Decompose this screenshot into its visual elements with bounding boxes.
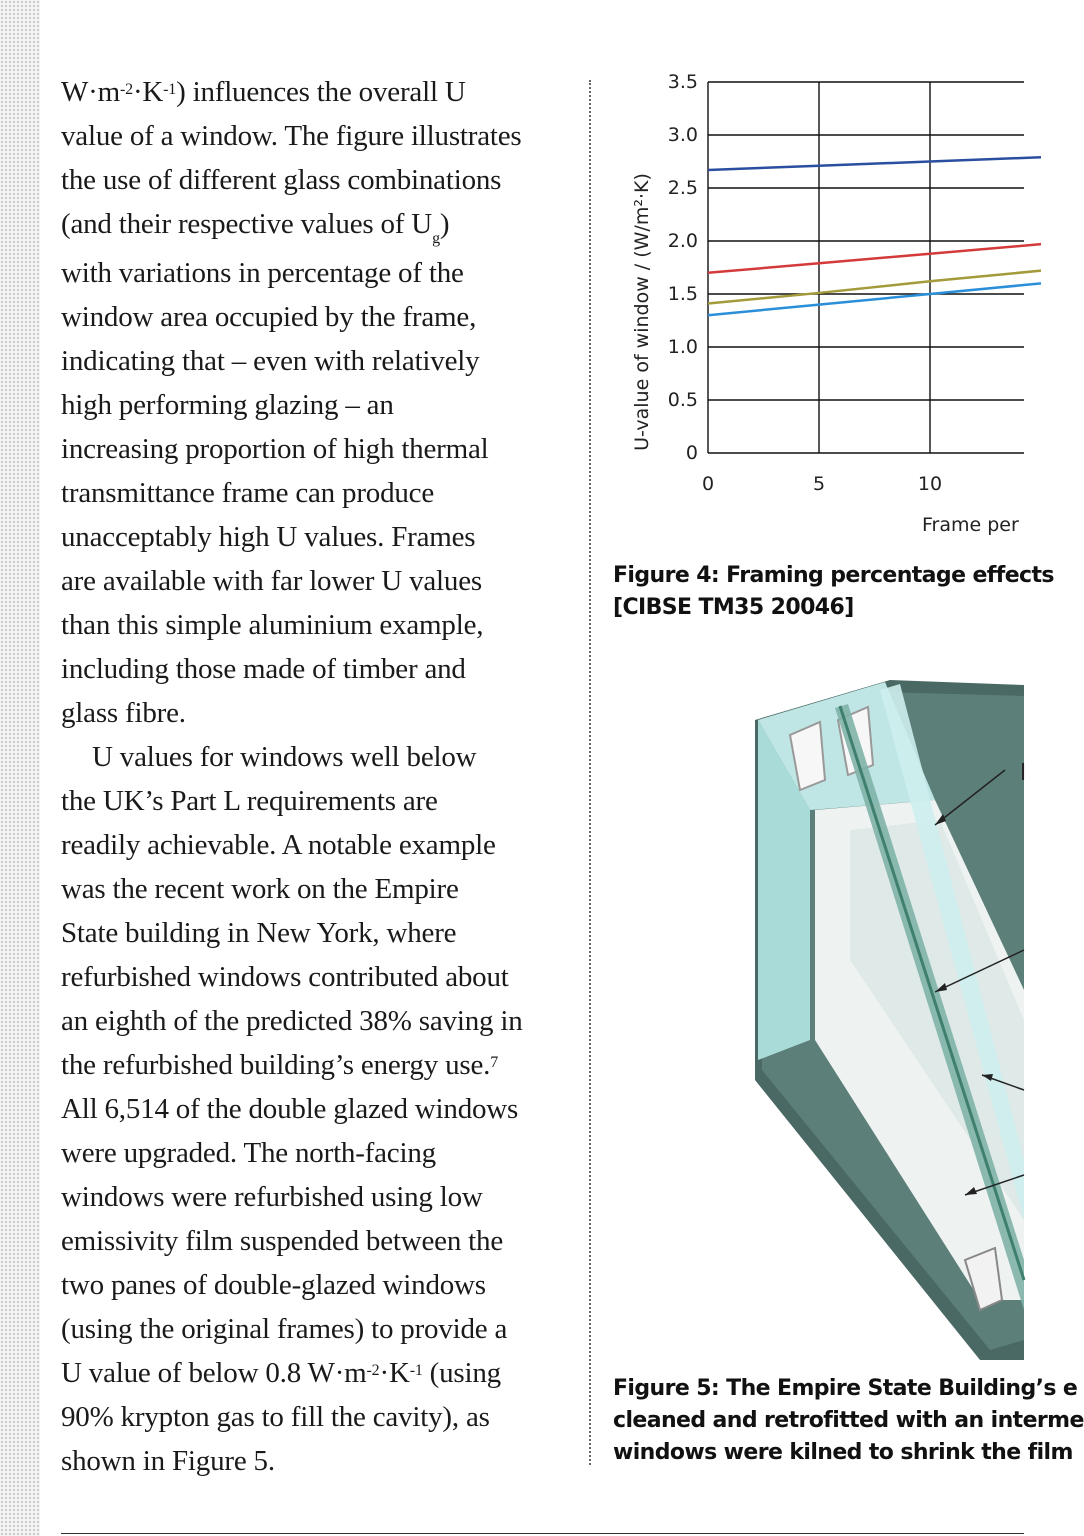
chart-series-line [708,157,1041,170]
chart-y-tick-label: 1.0 [667,336,698,358]
text-line: readily achievable. A notable example [61,829,496,861]
chart-y-ticks [668,71,698,464]
caption-line: cleaned and retrofitted with an interme [613,1408,1084,1433]
column-divider [589,80,591,1465]
chart-x-tick-label: 0 [701,473,715,495]
text-line [61,202,581,251]
chart-y-tick-label: 1.5 [667,283,698,305]
text-fragment: the refurbished building’s energy use. [61,1049,491,1081]
text-line: increasing proportion of high thermal [61,433,489,465]
figure5-window-illustration [740,660,1027,1360]
figure4-chart [600,60,1024,550]
chart-y-tick-label: 2.5 [667,177,698,199]
text-fragment: ) [439,208,450,240]
text-line: refurbished windows contributed about [61,961,509,993]
text-line: the UK’s Part L requirements are [61,785,438,817]
text-line: were upgraded. The north-facing [61,1137,436,1169]
body-text-column [61,70,581,1483]
chart-y-axis-label: U-value of window / (W/m²·K) [631,173,653,451]
figure5-caption [613,1373,1084,1469]
subscript: g [432,230,440,247]
text-line: are available with far lower U values [61,565,482,597]
text-fragment: (and their respective values of U [61,208,433,240]
text-line: than this simple aluminium example, [61,609,484,641]
text-fragment: ·K [379,1357,410,1389]
text-line: shown in Figure 5. [61,1445,275,1477]
text-line: transmittance frame can produce [61,477,435,509]
figure4-caption [613,560,1054,624]
text-line: indicating that – even with relatively [61,345,480,377]
text-line: an eighth of the predicted 38% saving in [61,1005,523,1037]
text-fragment: U value of below 0.8 W·m [61,1357,367,1389]
chart-x-axis-label: Frame per [922,514,1019,536]
chart-y-tick-label: 0.5 [667,389,698,411]
window-cross-section-drawing [740,660,1027,1360]
superscript: -1 [409,1362,423,1379]
chart-x-ticks [702,473,942,495]
text-line: including those made of timber and [61,653,466,685]
text-line [61,70,581,114]
text-line: high performing glazing – an [61,389,394,421]
caption-line: Figure 4: Framing percentage effects [613,563,1054,588]
caption-line: windows were kilned to shrink the film [613,1440,1073,1465]
text-line: State building in New York, where [61,917,457,949]
chart-y-tick-label: 0 [685,442,698,464]
text-line: emissivity film suspended between the [61,1225,504,1257]
text-fragment: W·m [61,76,120,108]
text-line: 90% krypton gas to fill the cavity), as [61,1401,490,1433]
chart-y-tick-label: 2.0 [667,230,698,252]
text-fragment: (using [422,1357,501,1389]
callout-label: l [1020,761,1027,786]
bottom-rule [61,1533,1024,1534]
chart-svg [600,60,1024,550]
text-line: glass fibre. [61,697,186,729]
chart-series-line [708,244,1041,273]
chart-series-group [708,157,1041,315]
chart-x-tick-label: 5 [812,473,826,495]
text-fragment: ) influences the overall U [176,76,466,108]
text-line: the use of different glass combinations [61,164,502,196]
chart-y-tick-label: 3.0 [667,124,698,146]
text-line: two panes of double-glazed windows [61,1269,486,1301]
text-line: window area occupied by the frame, [61,301,477,333]
chart-y-tick-label: 3.5 [667,71,698,93]
text-fragment: ·K [132,76,164,108]
text-line [61,1043,581,1087]
text-line: unacceptably high U values. Frames [61,521,476,553]
footnote-ref: 7 [490,1054,498,1071]
text-line: value of a window. The figure illustrates [61,120,522,152]
page-margin-pattern [0,0,40,1536]
superscript: -2 [120,81,133,98]
text-line: All 6,514 of the double glazed windows [61,1093,519,1125]
superscript: -1 [163,81,177,98]
caption-line: Figure 5: The Empire State Building’s e [613,1376,1078,1401]
text-line [61,1351,581,1395]
text-line: windows were refurbished using low [61,1181,483,1213]
text-line: U values for windows well below [92,741,477,773]
text-line: (using the original frames) to provide a [61,1313,508,1345]
chart-x-tick-label: 10 [917,473,943,495]
superscript: -2 [366,1362,380,1379]
caption-line: [CIBSE TM35 20046] [613,595,854,620]
text-line: with variations in percentage of the [61,257,464,289]
text-line: was the recent work on the Empire [61,873,459,905]
